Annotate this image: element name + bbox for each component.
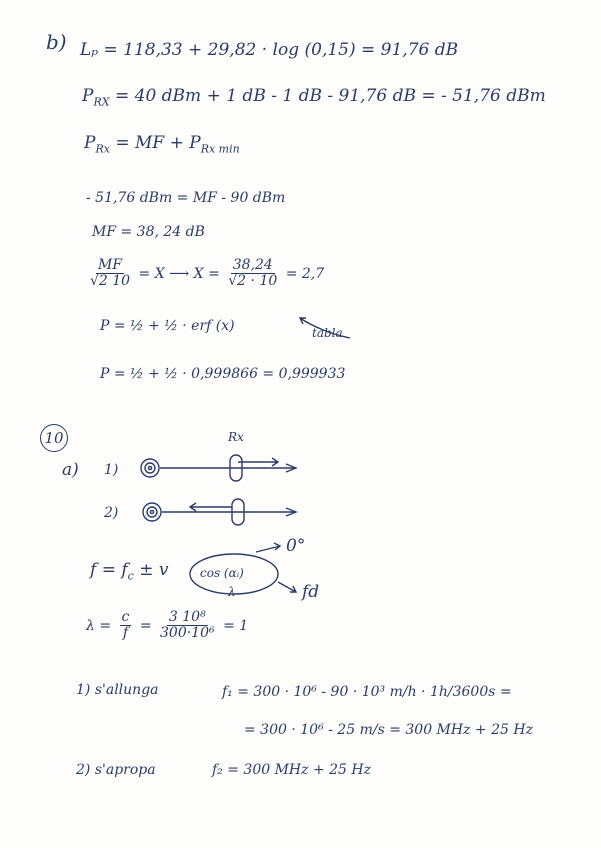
scenario-1-line-1: f₁ = 300 · 10⁶ - 90 · 10³ m/h · 1h/3600s = — [222, 684, 512, 700]
lambda-fraction-2-den: 300·10⁶ — [160, 625, 215, 642]
x-fraction-num: 38,24 — [232, 257, 273, 273]
formula-f-rest: ± v — [139, 560, 169, 580]
scenario-1-line-2: = 300 · 10⁶ - 25 m/s = 300 MHz + 25 Hz — [244, 722, 533, 738]
scenario-2-line: f₂ = 300 MHz + 25 Hz — [212, 762, 371, 778]
formula-f: f = f — [90, 560, 128, 580]
mf-fraction-den: √2 10 — [90, 273, 131, 290]
prx-symbol: P — [82, 86, 94, 106]
part-a-label: a) — [62, 460, 79, 480]
doppler-arrow — [278, 582, 296, 592]
doppler-formula — [90, 560, 168, 582]
case-2-label: 2) — [104, 505, 119, 521]
probability-result-line: P = ½ + ½ · 0,999866 = 0,999933 — [100, 366, 346, 382]
lambda-fraction-2-num: 3 10⁸ — [168, 609, 206, 625]
tabla-note: tabla — [312, 326, 343, 340]
lambda-fraction-2 — [160, 610, 215, 642]
x-fraction-den: √2 · 10 — [228, 273, 278, 290]
lambda-fraction-1-num: c — [121, 609, 130, 625]
scenario-1-label: 1) s'allunga — [76, 682, 159, 698]
x-result: = 2,7 — [285, 265, 325, 282]
angle-arrow — [256, 543, 280, 552]
receiver-2-direction-arrow — [190, 503, 232, 511]
wavelength-line: λ = $\frac{c}{f}$ = $\frac{\text{3 10⁸}}{\text{300·10⁶}}$ = 1 — [86, 609, 249, 642]
scenario-2-label: 2) s'apropa — [76, 762, 156, 778]
doppler-shift-label: fd — [302, 582, 320, 602]
path-loss-line: Lₚ = 118,33 + 29,82 · log (0,15) = 91,76 dB — [80, 40, 459, 60]
tabla-arrow — [300, 318, 350, 338]
receiver-1-direction-arrow — [238, 458, 278, 466]
rx-label: Rx — [228, 430, 244, 444]
part-b-label: b) — [46, 30, 67, 54]
formula-f-subscript: c — [127, 569, 134, 583]
lambda-fraction-1-den: f — [122, 625, 129, 642]
prx2-subscript: Rx — [95, 142, 110, 156]
transmitter-2-outer-circle — [143, 503, 161, 521]
transmitter-2-inner-circle — [147, 507, 157, 517]
lambda-fraction-1 — [120, 610, 132, 642]
probability-erf-line: P = ½ + ½ · erf (x) — [100, 318, 235, 334]
lambda-result: = 1 — [223, 617, 249, 634]
case-1-label: 1) — [104, 462, 119, 478]
transmitter-1-inner-circle — [145, 463, 155, 473]
prx2-expression: = MF + P — [115, 133, 201, 153]
cos-term-denominator: λ — [228, 585, 236, 599]
prx2-symbol: P — [84, 133, 96, 153]
prx-expression: = 40 dBm + 1 dB - 1 dB - 91,76 dB = - 51,76 dBm — [114, 86, 546, 106]
lambda-lhs: λ = — [86, 617, 112, 634]
prx-min-subscript: Rx min — [200, 142, 240, 156]
angle-label: 0° — [286, 536, 306, 556]
prx-subscript: RX — [93, 95, 110, 109]
exercise-number: 10 — [44, 429, 64, 447]
mf-equation: - 51,76 dBm = MF - 90 dBm — [86, 190, 286, 206]
transmitter-1-dot — [148, 466, 151, 469]
mf-value: MF = 38, 24 dB — [92, 224, 205, 240]
x-equation-mid: = X ⟶ X = — [138, 265, 220, 282]
mf-fraction-num: MF — [98, 257, 123, 273]
cos-term: cos (αᵢ) — [200, 566, 244, 580]
transmitter-2-dot — [150, 510, 153, 513]
transmitter-1-outer-circle — [141, 459, 159, 477]
